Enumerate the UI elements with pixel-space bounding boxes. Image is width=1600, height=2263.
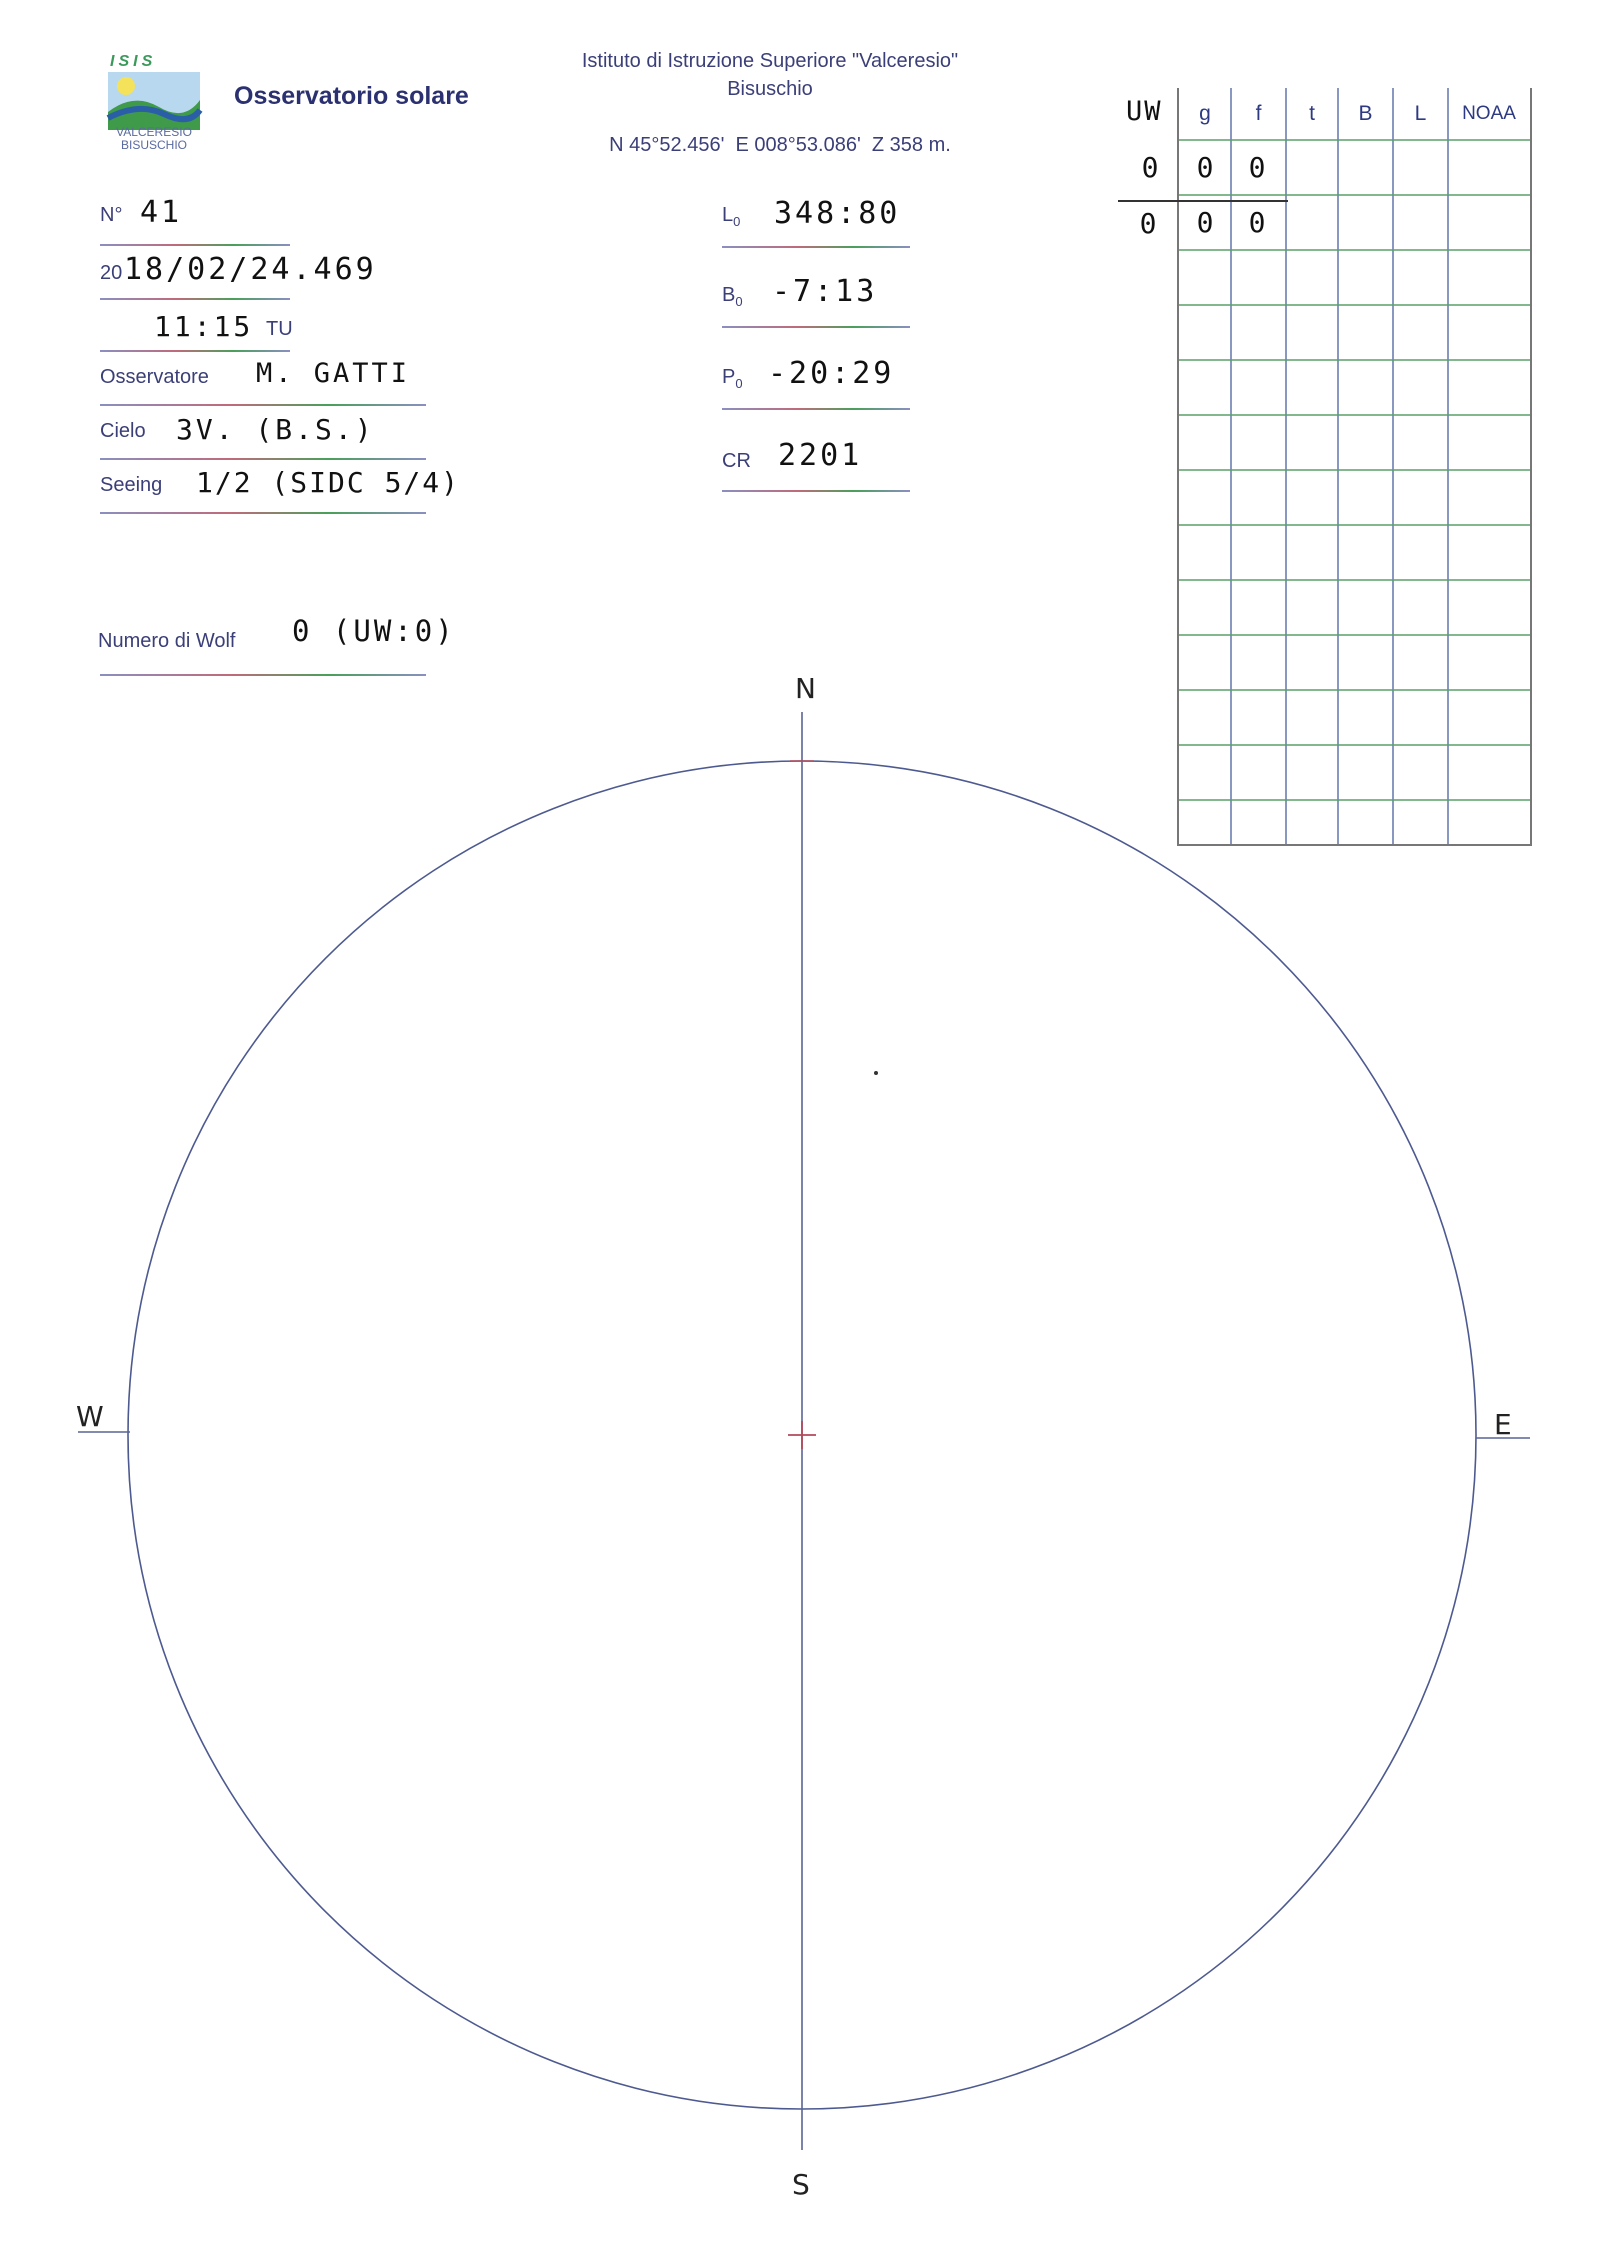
wolf-value: 0 (UW:0) bbox=[292, 614, 456, 648]
b0-value: -7:13 bbox=[772, 274, 878, 309]
seeing-value: 1/2 (SIDC 5/4) bbox=[196, 466, 461, 499]
south-label: S bbox=[792, 2168, 810, 2201]
col-header-t: t bbox=[1309, 102, 1315, 125]
time-value: 11:15 bbox=[154, 310, 254, 343]
north-label: N bbox=[795, 672, 816, 705]
b0-label-text: B bbox=[722, 284, 736, 306]
svg-text:ISIS: ISIS bbox=[110, 53, 157, 70]
l0-label-sub: 0 bbox=[733, 214, 741, 229]
institute-town: Bisuschio bbox=[727, 78, 813, 100]
col-header-f: f bbox=[1255, 102, 1262, 125]
number-value: 41 bbox=[140, 195, 183, 230]
seeing-label: Seeing bbox=[100, 474, 163, 496]
l0-label-text: L bbox=[722, 204, 734, 226]
col-header-b: B bbox=[1358, 102, 1373, 125]
observer-label: Osservatore bbox=[100, 366, 209, 388]
cr-value: 2201 bbox=[778, 438, 863, 473]
sky-value: 3V. (B.S.) bbox=[176, 413, 375, 446]
row1-uw: 0 bbox=[1141, 150, 1159, 184]
time-unit: TU bbox=[266, 318, 293, 340]
row2-f: 0 bbox=[1248, 205, 1266, 239]
p0-value: -20:29 bbox=[768, 356, 895, 391]
col-header-l: L bbox=[1414, 102, 1427, 125]
observatory-title: Osservatorio solare bbox=[234, 82, 469, 110]
row1-f: 0 bbox=[1248, 150, 1266, 184]
p0-label-sub: 0 bbox=[735, 376, 743, 391]
disk-speck bbox=[874, 1071, 878, 1075]
l0-value: 348:80 bbox=[774, 196, 901, 231]
sky-label: Cielo bbox=[100, 420, 146, 442]
observer-value: M. GATTI bbox=[256, 358, 411, 389]
row2-g: 0 bbox=[1196, 205, 1214, 239]
b0-label-sub: 0 bbox=[735, 294, 743, 309]
col-header-noaa: NOAA bbox=[1462, 103, 1516, 124]
observatory-coordinates: N 45°52.456' E 008°53.086' Z 358 m. bbox=[609, 134, 951, 156]
number-label: N° bbox=[100, 204, 123, 226]
uw-header: UW bbox=[1126, 96, 1163, 127]
row2-uw: 0 bbox=[1139, 206, 1157, 240]
wolf-label: Numero di Wolf bbox=[98, 630, 236, 652]
p0-label-text: P bbox=[722, 366, 736, 388]
row1-g: 0 bbox=[1196, 150, 1214, 184]
date-value: 18/02/24.469 bbox=[124, 252, 377, 287]
logo-caption-line1: VALCERESIO bbox=[116, 125, 192, 139]
cr-label: CR bbox=[722, 450, 751, 472]
logo-caption-line2: BISUSCHIO bbox=[120, 138, 187, 152]
col-header-g: g bbox=[1199, 102, 1211, 125]
date-prefix: 20 bbox=[100, 262, 123, 284]
institute-name: Istituto di Istruzione Superiore "Valceresio" bbox=[581, 50, 959, 72]
west-label: W bbox=[76, 1400, 104, 1433]
east-label: E bbox=[1494, 1408, 1512, 1441]
